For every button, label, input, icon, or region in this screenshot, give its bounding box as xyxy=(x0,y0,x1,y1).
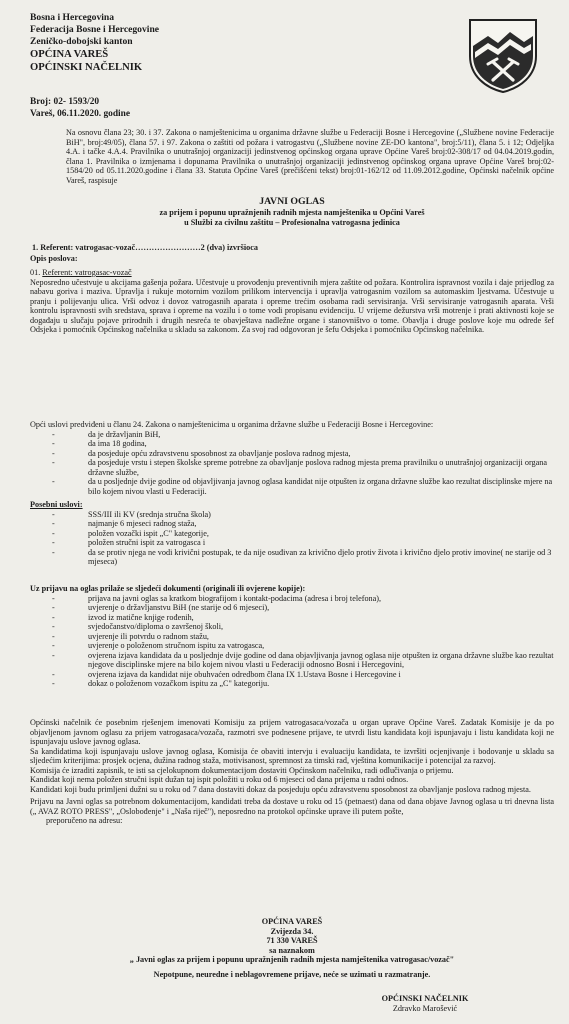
special-conditions xyxy=(30,500,554,567)
letterhead-canton: Zeničko-dobojski kanton xyxy=(30,36,133,47)
signatory-name: Zdravko Marošević xyxy=(392,1003,458,1013)
exam-paragraph: Kandidat koji nema položen stručni ispit dužan taj ispit položiti u roku od 6 mjeseci od dana prijema u radni odnos. xyxy=(30,775,409,784)
list-item: - uvjerenje ili potvrdu o radnom stažu, xyxy=(30,632,554,642)
signature-block xyxy=(330,994,520,1013)
position-duties: Neposredno učestvuje u akcijama gašenja požara. Učestvuje u provođenju preventivnih mjera zaštite od požara. Kontrolira ispravnost vozila i daje prijedlog za nabavu goriva i maziva. Upravlja i rukuje motornim vozilom prilikom intervencija i upravlja vatrogasnim vozilom sa automaskim ljestvama. Učestvuje u pranju i polijevanju ulica. Vrši odvoz i dovoz vatrogasnih aparata i opreme trećim osobama radi servisiranja. Vrši servisiranje vatrogasnih aparata. Vrši kontrolu ispravnosti svih sredstava, sprava i opreme na vozilu i o tome vodi propisanu evidenciju. U vrijeme dežurstva vrši motrenje i prati aktivnosti koje se događaju u slučaju pojave prirodnih i drugih nesreća te obavještava nadležne organe i stanovništvo o tome. Obavlja i druge poslove koje mu odrede šef Odsjeka i pomoćnik Općinskog načelnika u skladu sa zakonom. Za svoj rad odgovoran je šefu Odsjeka i pomoćniku Općinskog načelnika. xyxy=(30,277,554,334)
address-recipient: OPĆINA VAREŠ xyxy=(261,917,323,926)
list-item: - da je državljanin BiH, xyxy=(30,430,554,440)
mailing-address xyxy=(30,917,554,979)
required-documents-heading: Uz prijavu na oglas prilaže se sljedeći dokumenti (originali ili ovjerene kopije): xyxy=(30,584,306,593)
address-city: 71 330 VAREŠ xyxy=(266,936,318,945)
submission-paragraph: Prijavu na Javni oglas sa potrebnom dokumentacijom, kandidati treba da dostave u roku od 15 (petnaest) dana od dana objave Javnog oglasa u tri dnevna lista („ AVAZ ROTO PRESS", „Oslobođenje" i „Naša riječ"), neposredno na protokol općinske uprave ili putem pošte, xyxy=(30,797,554,816)
required-documents xyxy=(30,584,554,689)
position-title: Referent: vatrogasac-vozač xyxy=(42,268,132,277)
general-conditions-intro: Opći uslovi predviđeni u članu 24. Zakona o namještenicima u organima državne službe u Federaciji Bosne i Hercegovine: xyxy=(30,420,434,429)
coat-of-arms-icon xyxy=(464,16,542,94)
list-item: - da u posljednje dvije godine od objavljivanja javnog oglasa kandidat nije otpušten iz organa državne službe kao rezultat disciplinske mjere na bilo kojem nivou vlasti u Federaciji. xyxy=(30,477,554,496)
special-conditions-heading: Posebni uslovi: xyxy=(30,500,83,509)
letterhead-federation: Federacija Bosne i Hercegovine xyxy=(30,24,160,35)
list-item: - uvjerenje o položenom stručnom ispitu za vatrogasca, xyxy=(30,641,554,651)
list-item: - da ima 18 godina, xyxy=(30,439,554,449)
list-item: - položen stručni ispit za vatrogasca i xyxy=(30,538,554,548)
job-description-heading: Opis poslova: xyxy=(30,254,78,263)
announcement-heading: JAVNI OGLAS xyxy=(259,196,325,207)
procedure-text xyxy=(30,718,554,826)
list-item: - položen vozački ispit „C" kategorije, xyxy=(30,529,554,539)
list-item: - da posjeduje vrstu i stepen školske spreme potrebne za obavljanje poslova radnog mjesta prema pravilniku o unutrašnjoj organizaciji organa državne službe, xyxy=(30,458,554,477)
reference-number: Broj: 02- 1593/20 xyxy=(30,97,100,107)
list-item: - prijava na javni oglas sa kratkom biografijom i kontakt-podacima (adresa i broj telefona), xyxy=(30,594,554,604)
legal-basis-paragraph: Na osnovu člana 23; 30. i 37. Zakona o namještenicima u organima državne službe u Federaciji Bosne i Hercegovine („Službene novine Federacije BiH", broj:49/05), člana 57. i 97. Zakona o zaštiti od požara i vatrogastvu („Službene novine ZE-DO kantona", broj:5/11), člana 5. i 12; Odjeljka 4.A. i tačke 4.A.4. Pravilnika o unutrašnjoj organizaciji jedinstvenog općinskog organa uprave Općine Vareš broj:02-308/17 od 04.04.2019.godin, člana 1. Pravilnika o izmjenama i dopunama Pravilnika o unutrašnjoj organizaciji jedinstvenog općinskog organa uprave Općine Vareš broj:02-1584/20 od 05.11.2020.godine i člana 33. Statuta Općine Vareš (prečišćeni tekst) broj:01-162/12 od 11.09.2012.godine, Općinski načelnik općine Vareš, raspisuje xyxy=(66,128,554,185)
address-note: „ Javni oglas za prijem i popunu upražnjenih radnih mjesta namještenika vatrogasac/vozač" xyxy=(129,955,455,964)
signatory-title: OPĆINSKI NAČELNIK xyxy=(381,994,469,1003)
reference-block xyxy=(30,96,130,120)
list-item: - izvod iz matične knjige rođenih, xyxy=(30,613,554,623)
position-line: 1. Referent: vatrogasac-vozač……………………2 (dva) izvršioca xyxy=(32,243,258,252)
list-item: - da posjeduje opću zdravstvenu sposobnost za obavljanje poslova radnog mjesta, xyxy=(30,449,554,459)
reference-date: Vareš, 06.11.2020. godine xyxy=(30,109,131,119)
letterhead xyxy=(30,12,159,74)
position-number: 01. xyxy=(30,268,41,277)
list-item: - dokaz o položenom vozačkom ispitu za „C" kategoriju. xyxy=(30,679,554,689)
evaluation-paragraph: Sa kandidatima koji ispunjavaju uslove javnog oglasa, Komisija će obaviti intervju i evaluaciju kandidata, te izvršiti ocjenjivanje i bodovanje u skladu sa sljedećim kriterijima: prosjek ocjena, dužina radnog staža, motivisanost, spremnost za timski rad, vještina komunikacije i potencijal za razvoj. xyxy=(30,746,554,765)
general-conditions xyxy=(30,420,554,496)
letterhead-municipality: OPĆINA VAREŠ xyxy=(30,49,109,60)
list-item: - da se protiv njega ne vodi krivični postupak, te da nije osuđivan za krivično djelo protiv života i krivično djelo protiv imovine( ne starije od 3 mjeseca) xyxy=(30,548,554,567)
commission-paragraph: Općinski načelnik će posebnim rješenjem imenovati Komisiju za prijem vatrogasaca/vozača u organ uprave Općine Vareš. Zadatak Komisije je da po objavljenom javnom oglasu za prijem vatrogasaca/vozača, razmotri sve podnesene prijave, te utvrdi listu kandidata koji ispunjavaju i listu kandidata koji ne ispunjavaju uslove javnog oglasa. xyxy=(30,718,554,746)
list-item: - ovjerena izjava da kandidat nije obuhvaćen odredbom člana IX 1.Ustava Bosne i Hercegovine i xyxy=(30,670,554,680)
list-item: - uvjerenje o državljanstvu BiH (ne starije od 6 mjeseci), xyxy=(30,603,554,613)
list-item: - ovjerena izjava kandidata da u posljednje dvije godine od dana objavljivanja javnog oglasa nije otpušten iz organa državne službe kao rezultat njegove disciplinske mjere na bilo kojem nivou vlasti u Federaciji odnosno Bosni i Hercegovini, xyxy=(30,651,554,670)
job-description xyxy=(30,268,554,335)
address-note-label: sa naznakom xyxy=(269,945,315,955)
announcement-title xyxy=(30,196,554,227)
announcement-subtitle-2: u Službi za civilnu zaštitu – Profesionalna vatrogasna jedinica xyxy=(184,217,400,227)
list-item: - svjedočanstvo/diploma o završenoj školi, xyxy=(30,622,554,632)
address-street: Zvijezda 34. xyxy=(270,926,314,936)
letterhead-country: Bosna i Hercegovina xyxy=(30,12,115,23)
minutes-paragraph: Komisija će izraditi zapisnik, te isti sa cjelokupnom dokumentacijom dostaviti Općinskom načelniku, radi odlučivanja o prijemu. xyxy=(30,765,454,775)
list-item: - najmanje 6 mjeseci radnog staža, xyxy=(30,519,554,529)
incomplete-applications-notice: Nepotpune, neuredne i neblagovremene prijave, neće se uzimati u razmatranje. xyxy=(153,969,431,979)
list-item: - SSS/III ili KV (srednja stručna škola) xyxy=(30,510,554,520)
letterhead-office: OPĆINSKI NAČELNIK xyxy=(30,62,143,73)
health-paragraph: Kandidati koji budu primljeni dužni su u roku od 7 dana dostaviti dokaz da posjeduju opću zdravstvenu sposobnost za obavljanje poslova radnog mjesta. xyxy=(30,784,531,794)
submission-address-intro: preporučeno na adresu: xyxy=(46,816,123,825)
announcement-subtitle-1: za prijem i popunu upražnjenih radnih mjesta namještenika u Općini Vareš xyxy=(159,208,425,217)
